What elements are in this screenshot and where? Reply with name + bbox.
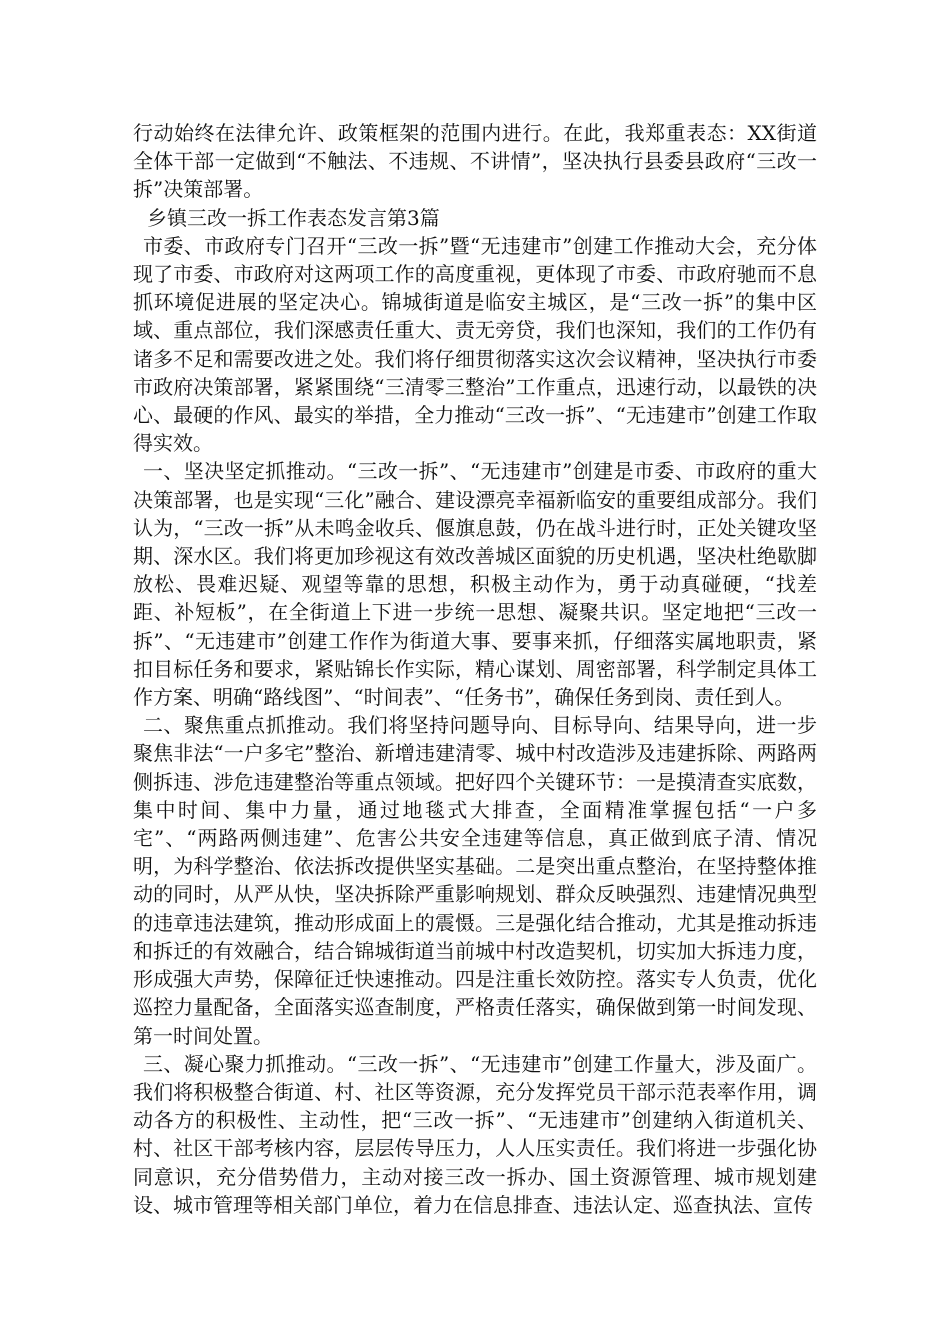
paragraph-intro: 市委、市政府专门召开“三改一拆”暨“无违建市”创建工作推动大会，充分体现了市委、市政府对这两项工作的高度重视，更体现了市委、市政府驰而不息抓环境促进展的坚定决心。锦城街道是临安主城区，是“三改一拆”的集中区域、重点部位，我们深感责任重大、责无旁贷，我们也深知，我们的工作仍有诸多不足和需要改进之处。我们将仔细贯彻落实这次会议精神，坚决执行市委市政府决策部署，紧紧围绕“三清零三整治”工作重点，迅速行动，以最铁的决心、最硬的作风、最实的举措，全力推动“三改一拆”、“无违建市”创建工作取得实效。 (133, 233, 817, 456)
section-heading: 乡镇三改一拆工作表态发言第3篇 (147, 205, 440, 230)
paragraph-point-2: 二、聚焦重点抓推动。我们将坚持问题导向、目标导向、结果导向，进一步聚焦非法“一户多宅”整治、新增违建清零、城中村改造涉及违建拆除、两路两侧拆违、涉危违建整治等重点领域。把好四个关键环节：一是摸清查实底数，集中时间、集中力量，通过地毯式大排查，全面精准掌握包括“一户多宅”、“两路两侧违建”、危害公共安全违建等信息，真正做到底子清、情况明，为科学整治、依法拆改提供坚实基础。二是突出重点整治，在坚持整体推动的同时，从严从快，坚决拆除严重影响规划、群众反映强烈、违建情况典型的违章违法建筑，推动形成面上的震慑。三是强化结合推动，尤其是推动拆违和拆迁的有效融合，结合锦城街道当前城中村改造契机，切实加大拆违力度，形成强大声势，保障征迁快速推动。四是注重长效防控。落实专人负责，优化巡控力量配备，全面落实巡查制度，严格责任落实，确保做到第一时间发现、第一时间处置。 (133, 713, 817, 1048)
paragraph-point-3: 三、凝心聚力抓推动。“三改一拆”、“无违建市”创建工作量大，涉及面广。我们将积极整合街道、村、社区等资源，充分发挥党员干部示范表率作用，调动各方的积极性、主动性，把“三改一拆”、“无违建市”创建纳入街道机关、村、社区干部考核内容，层层传导压力，人人压实责任。我们将进一步强化协同意识，充分借势借力，主动对接三改一拆办、国土资源管理、城市规划建设、城市管理等相关部门单位，着力在信息排查、违法认定、巡查执法、宣传 (133, 1051, 817, 1217)
paragraph-point-1: 一、坚决坚定抓推动。“三改一拆”、“无违建市”创建是市委、市政府的重大决策部署，也是实现“三化”融合、建设漂亮幸福新临安的重要组成部分。我们认为，“三改一拆”从未鸣金收兵、偃旗息鼓，仍在战斗进行时，正处关键攻坚期、深水区。我们将更加珍视这有效改善城区面貌的历史机遇，坚决杜绝歇脚放松、畏难迟疑、观望等靠的思想，积极主动作为，勇于动真碰硬，“找差距、补短板”，在全街道上下进一步统一思想、凝聚共识。坚定地把“三改一拆”、“无违建市”创建工作作为街道大事、要事来抓，仔细落实属地职责，紧扣目标任务和要求，紧贴锦长作实际，精心谋划、周密部署，科学制定具体工作方案、明确“路线图”、“时间表”、“任务书”，确保任务到岗、责任到人。 (133, 459, 817, 710)
document-page (133, 119, 817, 1219)
paragraph-continuation: 行动始终在法律允许、政策框架的范围内进行。在此，我郑重表态：XX街道全体干部一定做到“不触法、不违规、不讲情”，坚决执行县委县政府“三改一拆”决策部署。 (133, 121, 817, 202)
